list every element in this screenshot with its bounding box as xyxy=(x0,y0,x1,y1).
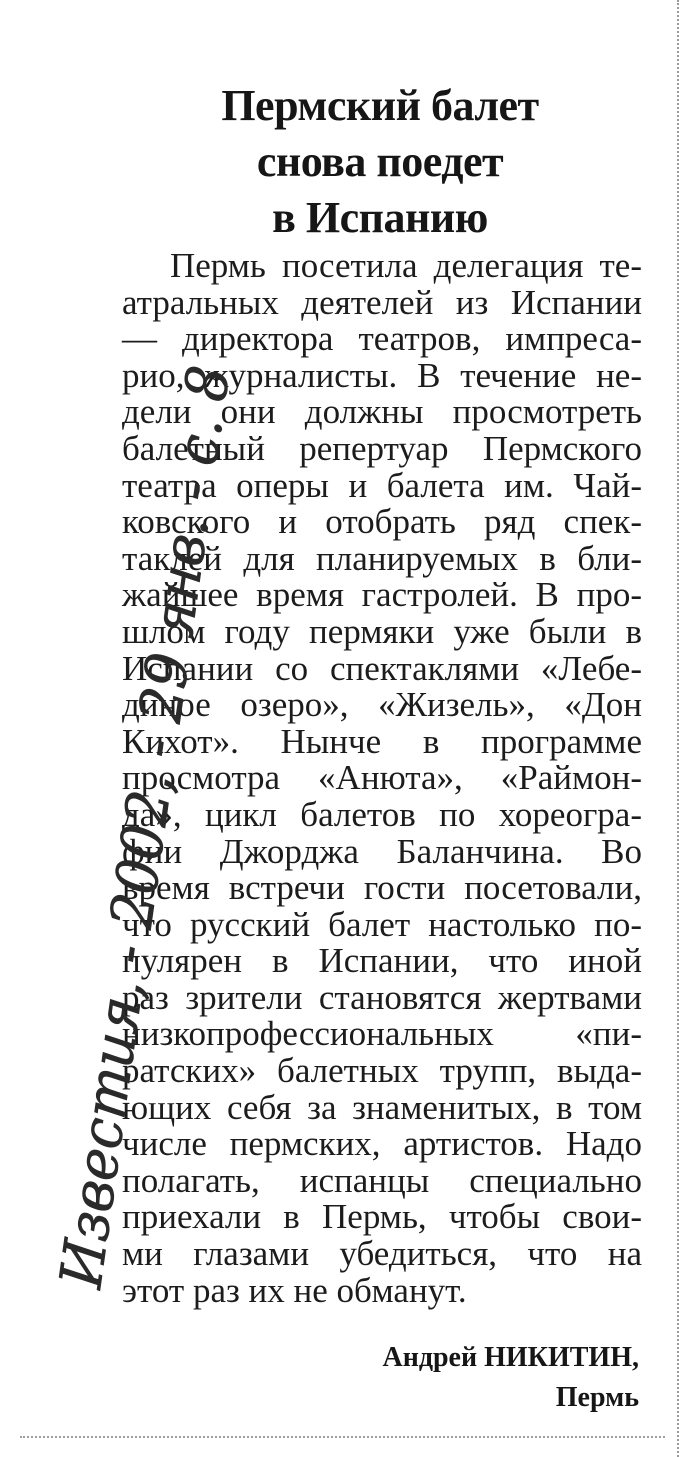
body-line: атральных деятелей из Испании xyxy=(122,282,642,322)
article-body xyxy=(122,248,642,1309)
body-line: да», цикл балетов по хореогра- xyxy=(122,794,642,834)
body-line: Испании со спектаклями «Лебе- xyxy=(122,648,642,688)
body-line: этот раз их не обманут. xyxy=(122,1270,467,1310)
body-line: дели они должны просмотреть xyxy=(122,392,642,432)
body-line: театра оперы и балета им. Чай- xyxy=(122,465,642,505)
article-byline xyxy=(382,1338,639,1418)
body-line: ми глазами убедиться, что на xyxy=(122,1234,642,1274)
body-line: ратских» балетных трупп, выда- xyxy=(122,1051,642,1091)
body-line: Кихот». Нынче в программе xyxy=(122,721,642,761)
body-line: числе пермских, артистов. Надо xyxy=(122,1124,642,1164)
body-line: диное озеро», «Жизель», «Дон xyxy=(122,685,642,725)
headline-line: Пермский балет xyxy=(221,81,539,130)
body-line: ковского и отобрать ряд спек- xyxy=(122,502,642,542)
body-line: фии Джорджа Баланчина. Во xyxy=(122,831,642,871)
body-line: ющих себя за знаменитых, в том xyxy=(122,1087,642,1127)
body-line: пулярен в Испании, что иной xyxy=(122,941,642,981)
body-line: что русский балет настолько по- xyxy=(122,904,642,944)
body-line: балетный репертуар Пермского xyxy=(122,428,642,468)
body-line: просмотра «Анюта», «Раймон- xyxy=(122,758,642,798)
handwritten-note-text: Известия, - 2002, - 29 янв. - с. 8 xyxy=(46,297,253,1292)
clipping-cut-edge-bottom xyxy=(20,1436,665,1438)
body-line: Пермь посетила делегация те- xyxy=(170,246,642,285)
body-line: низкопрофессиональных «пи- xyxy=(122,1014,642,1054)
body-line: — директора театров, импреса- xyxy=(122,319,642,359)
body-line: приехали в Пермь, чтобы свои- xyxy=(122,1197,642,1237)
body-line: шлом году пермяки уже были в xyxy=(122,611,642,651)
body-line: время встречи гости посетовали, xyxy=(122,868,642,908)
body-line: таклей для планируемых в бли- xyxy=(122,538,642,578)
body-line: рио, журналисты. В течение не- xyxy=(122,355,642,395)
body-line: полагать, испанцы специально xyxy=(122,1160,642,1200)
author-city: Пермь xyxy=(555,1382,639,1413)
headline-line: в Испанию xyxy=(272,193,488,242)
author-name: Андрей НИКИТИН, xyxy=(382,1342,639,1373)
article-headline xyxy=(120,78,640,246)
body-line: раз зрители становятся жертвами xyxy=(122,977,642,1017)
body-line: жайшее время гастролей. В про- xyxy=(122,575,642,615)
headline-line: снова поедет xyxy=(256,137,504,186)
clipping-cut-edge xyxy=(675,0,679,1457)
